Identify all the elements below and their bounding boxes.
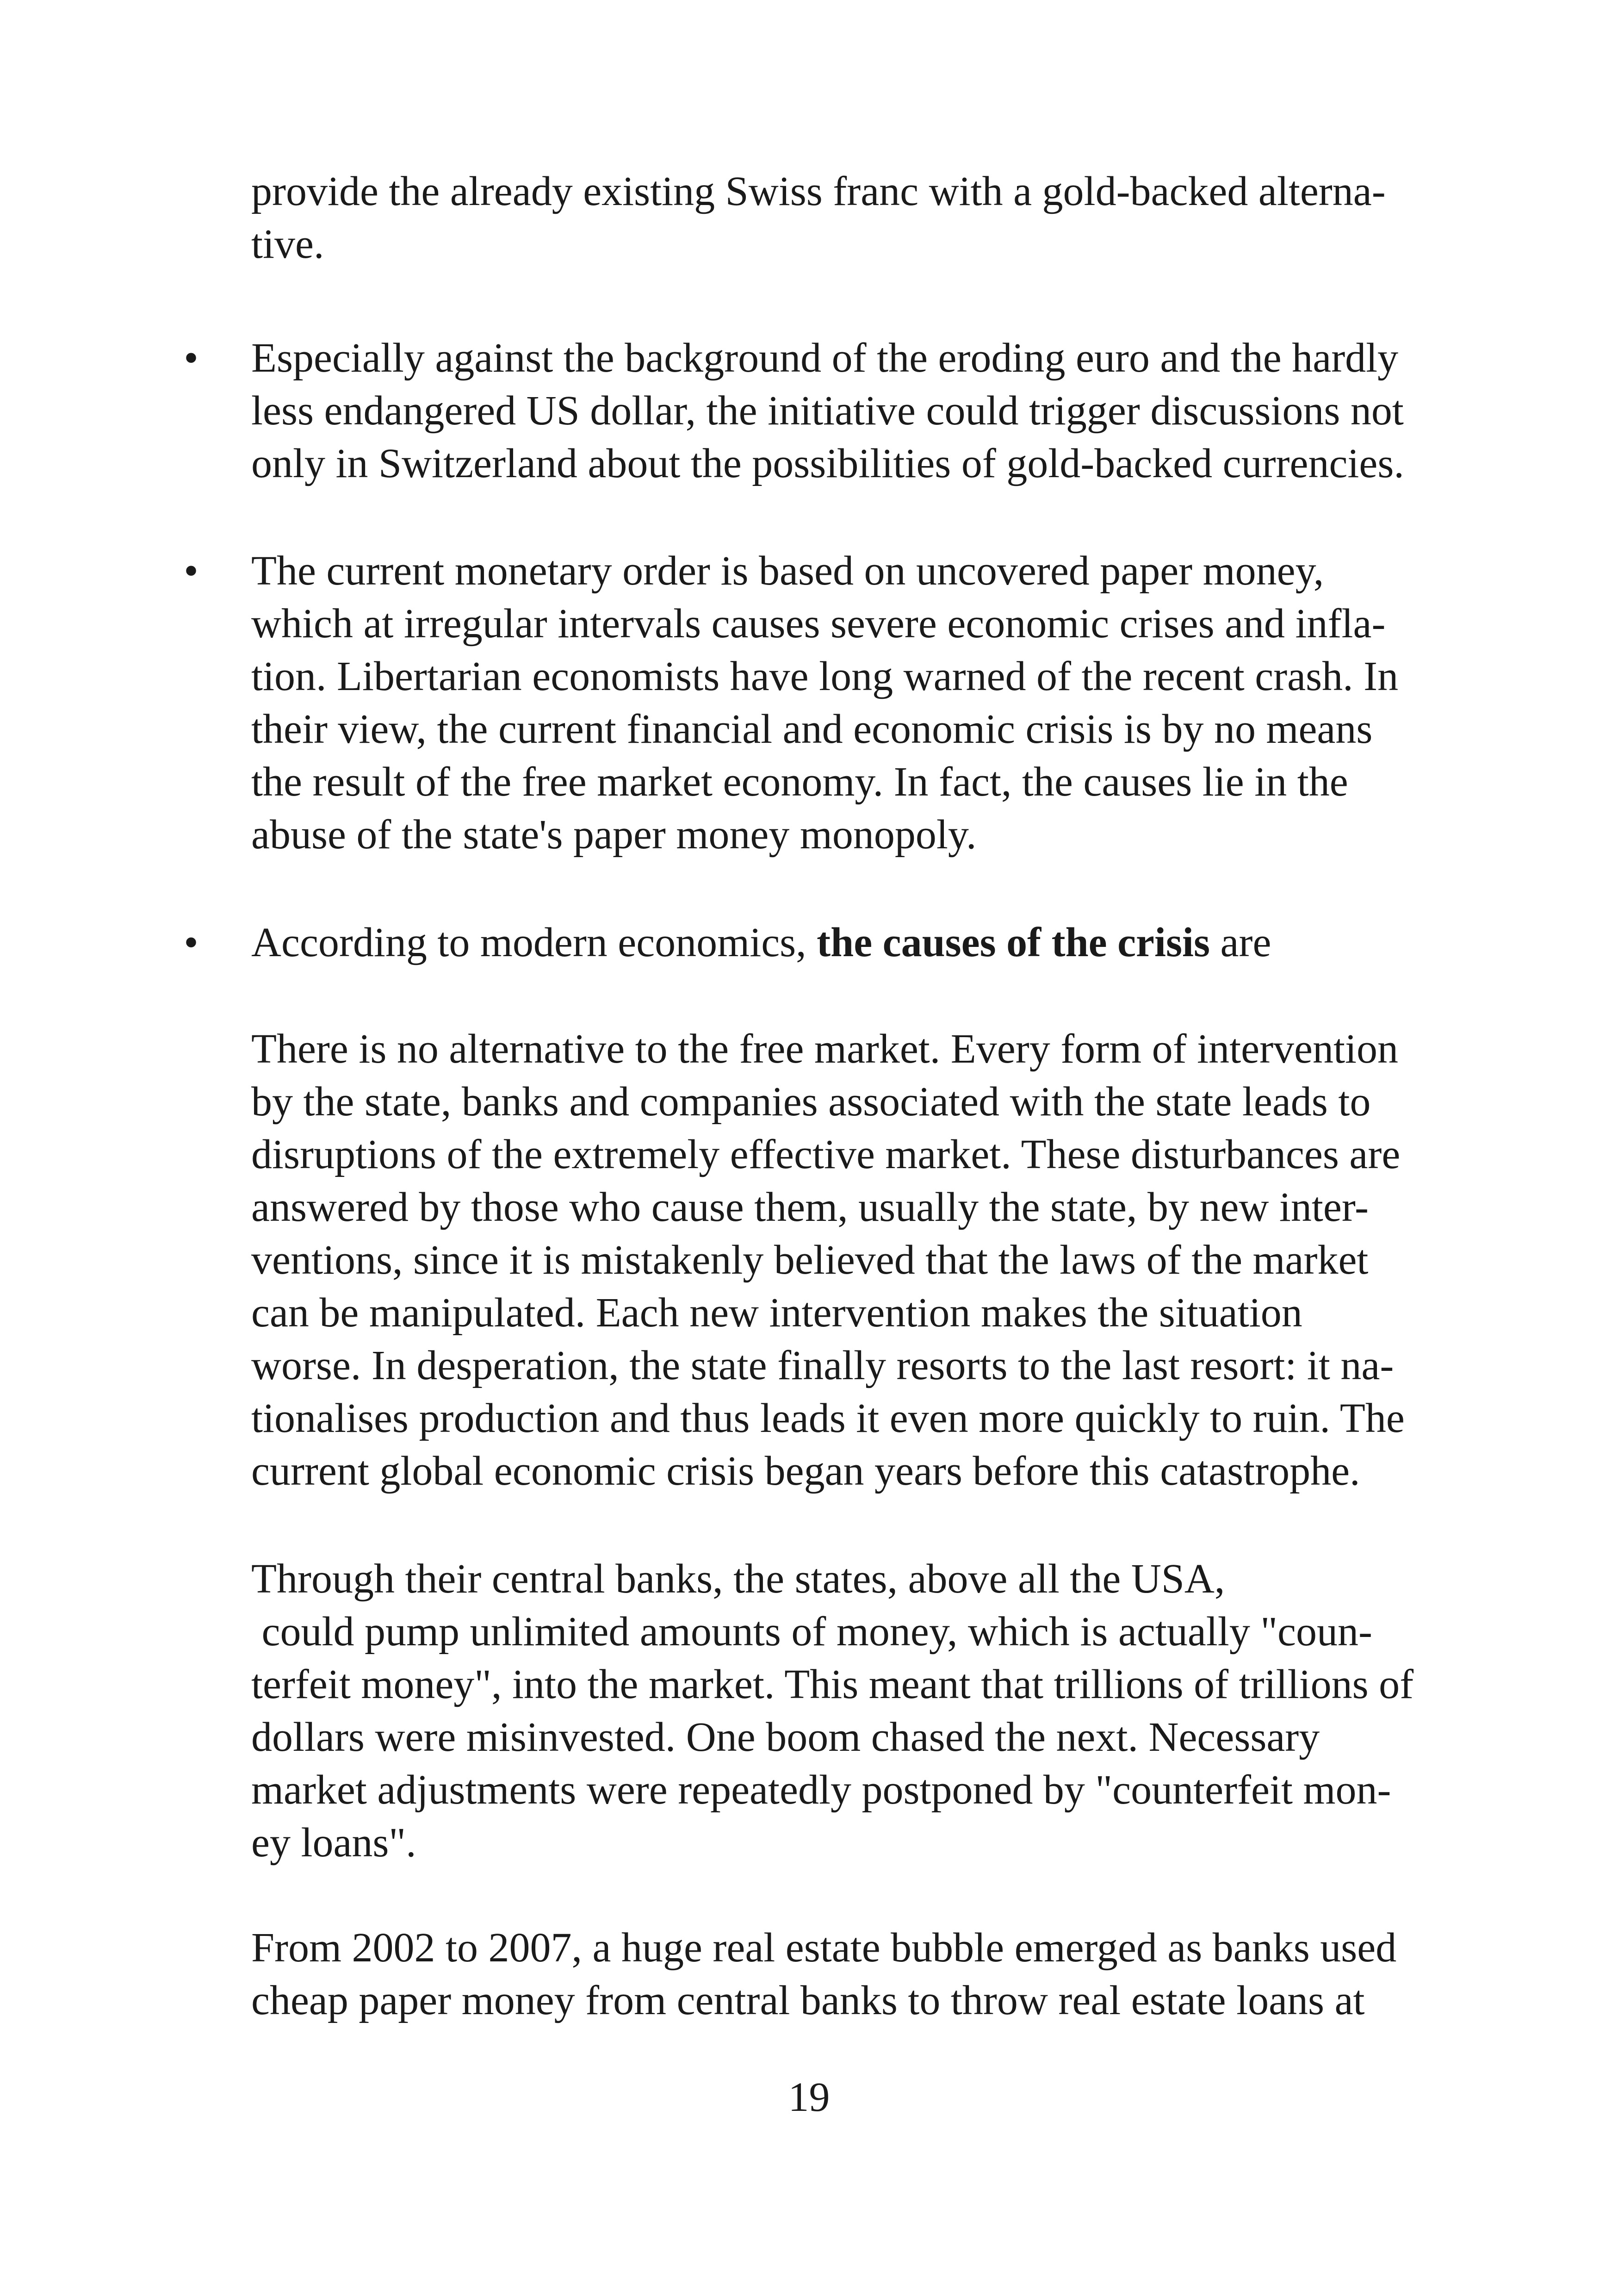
text-line [251,916,1556,969]
text-line: abuse of the state's paper money monopoly. [251,812,977,858]
text-line: by the state, banks and companies associated with the state leads to [251,1079,1371,1125]
text-line: less endangered US dollar, the initiative could trigger discussions not [251,388,1404,434]
text-line: terfeit money", into the market. This meant that trillions of trillions of [251,1661,1414,1707]
text-line: From 2002 to 2007, a huge real estate bubble emerged as banks used [251,1925,1397,1971]
text-line: ey loans". [251,1820,416,1866]
text-line: current global economic crisis began years before this catastrophe. [251,1448,1360,1494]
text-line: provide the already existing Swiss franc with a gold-backed alterna- [251,168,1386,214]
bold-phrase: the causes of the crisis [817,920,1210,965]
text-line: their view, the current financial and economic crisis is by no means [251,706,1373,752]
text-line: worse. In desperation, the state finally resorts to the last resort: it na- [251,1343,1394,1388]
text-line: dollars were misinvested. One boom chased the next. Necessary [251,1714,1320,1760]
intro-text-end: are [1210,920,1271,965]
text-line: answered by those who cause them, usually the state, by new inter- [251,1184,1369,1230]
text-line: tive. [251,221,324,267]
paragraph-central-banks [251,1553,1556,1869]
text-line: The current monetary order is based on uncovered paper money, [251,548,1324,594]
text-line: could pump unlimited amounts of money, which is actually "coun- [251,1609,1372,1655]
page-number: 19 [788,2074,830,2120]
text-line: There is no alternative to the free market. Every form of intervention [251,1026,1398,1072]
paragraph-real-estate [251,1922,1556,2027]
bullet-marker: • [184,548,198,594]
text-line: Through their central banks, the states, above all the USA, [251,1556,1225,1602]
text-line: ventions, since it is mistakenly believed that the laws of the market [251,1237,1369,1283]
text-line: disruptions of the extremely effective market. These disturbances are [251,1132,1401,1177]
bullet-item-crisis-causes [251,916,1556,969]
text-line: can be manipulated. Each new intervention makes the situation [251,1290,1302,1336]
text-line: cheap paper money from central banks to throw real estate loans at [251,1978,1365,2023]
bullet-marker: • [184,920,198,965]
intro-text: According to modern economics, [251,920,817,965]
paragraph-free-market [251,1023,1556,1498]
text-line: which at irregular intervals causes severe economic crises and infla- [251,601,1386,647]
continuation-paragraph [251,165,1556,271]
bullet-marker: • [184,335,198,381]
bullet-item-gold-currencies [251,332,1556,490]
text-line: market adjustments were repeatedly postponed by "counterfeit mon- [251,1767,1391,1813]
text-line: tionalises production and thus leads it even more quickly to ruin. The [251,1395,1405,1441]
text-line: only in Switzerland about the possibilities of gold-backed currencies. [251,441,1404,486]
text-line: Especially against the background of the eroding euro and the hardly [251,335,1399,381]
text-line: the result of the free market economy. In fact, the causes lie in the [251,759,1348,805]
text-line: tion. Libertarian economists have long warned of the recent crash. In [251,653,1399,699]
bullet-item-monetary-order [251,545,1556,861]
